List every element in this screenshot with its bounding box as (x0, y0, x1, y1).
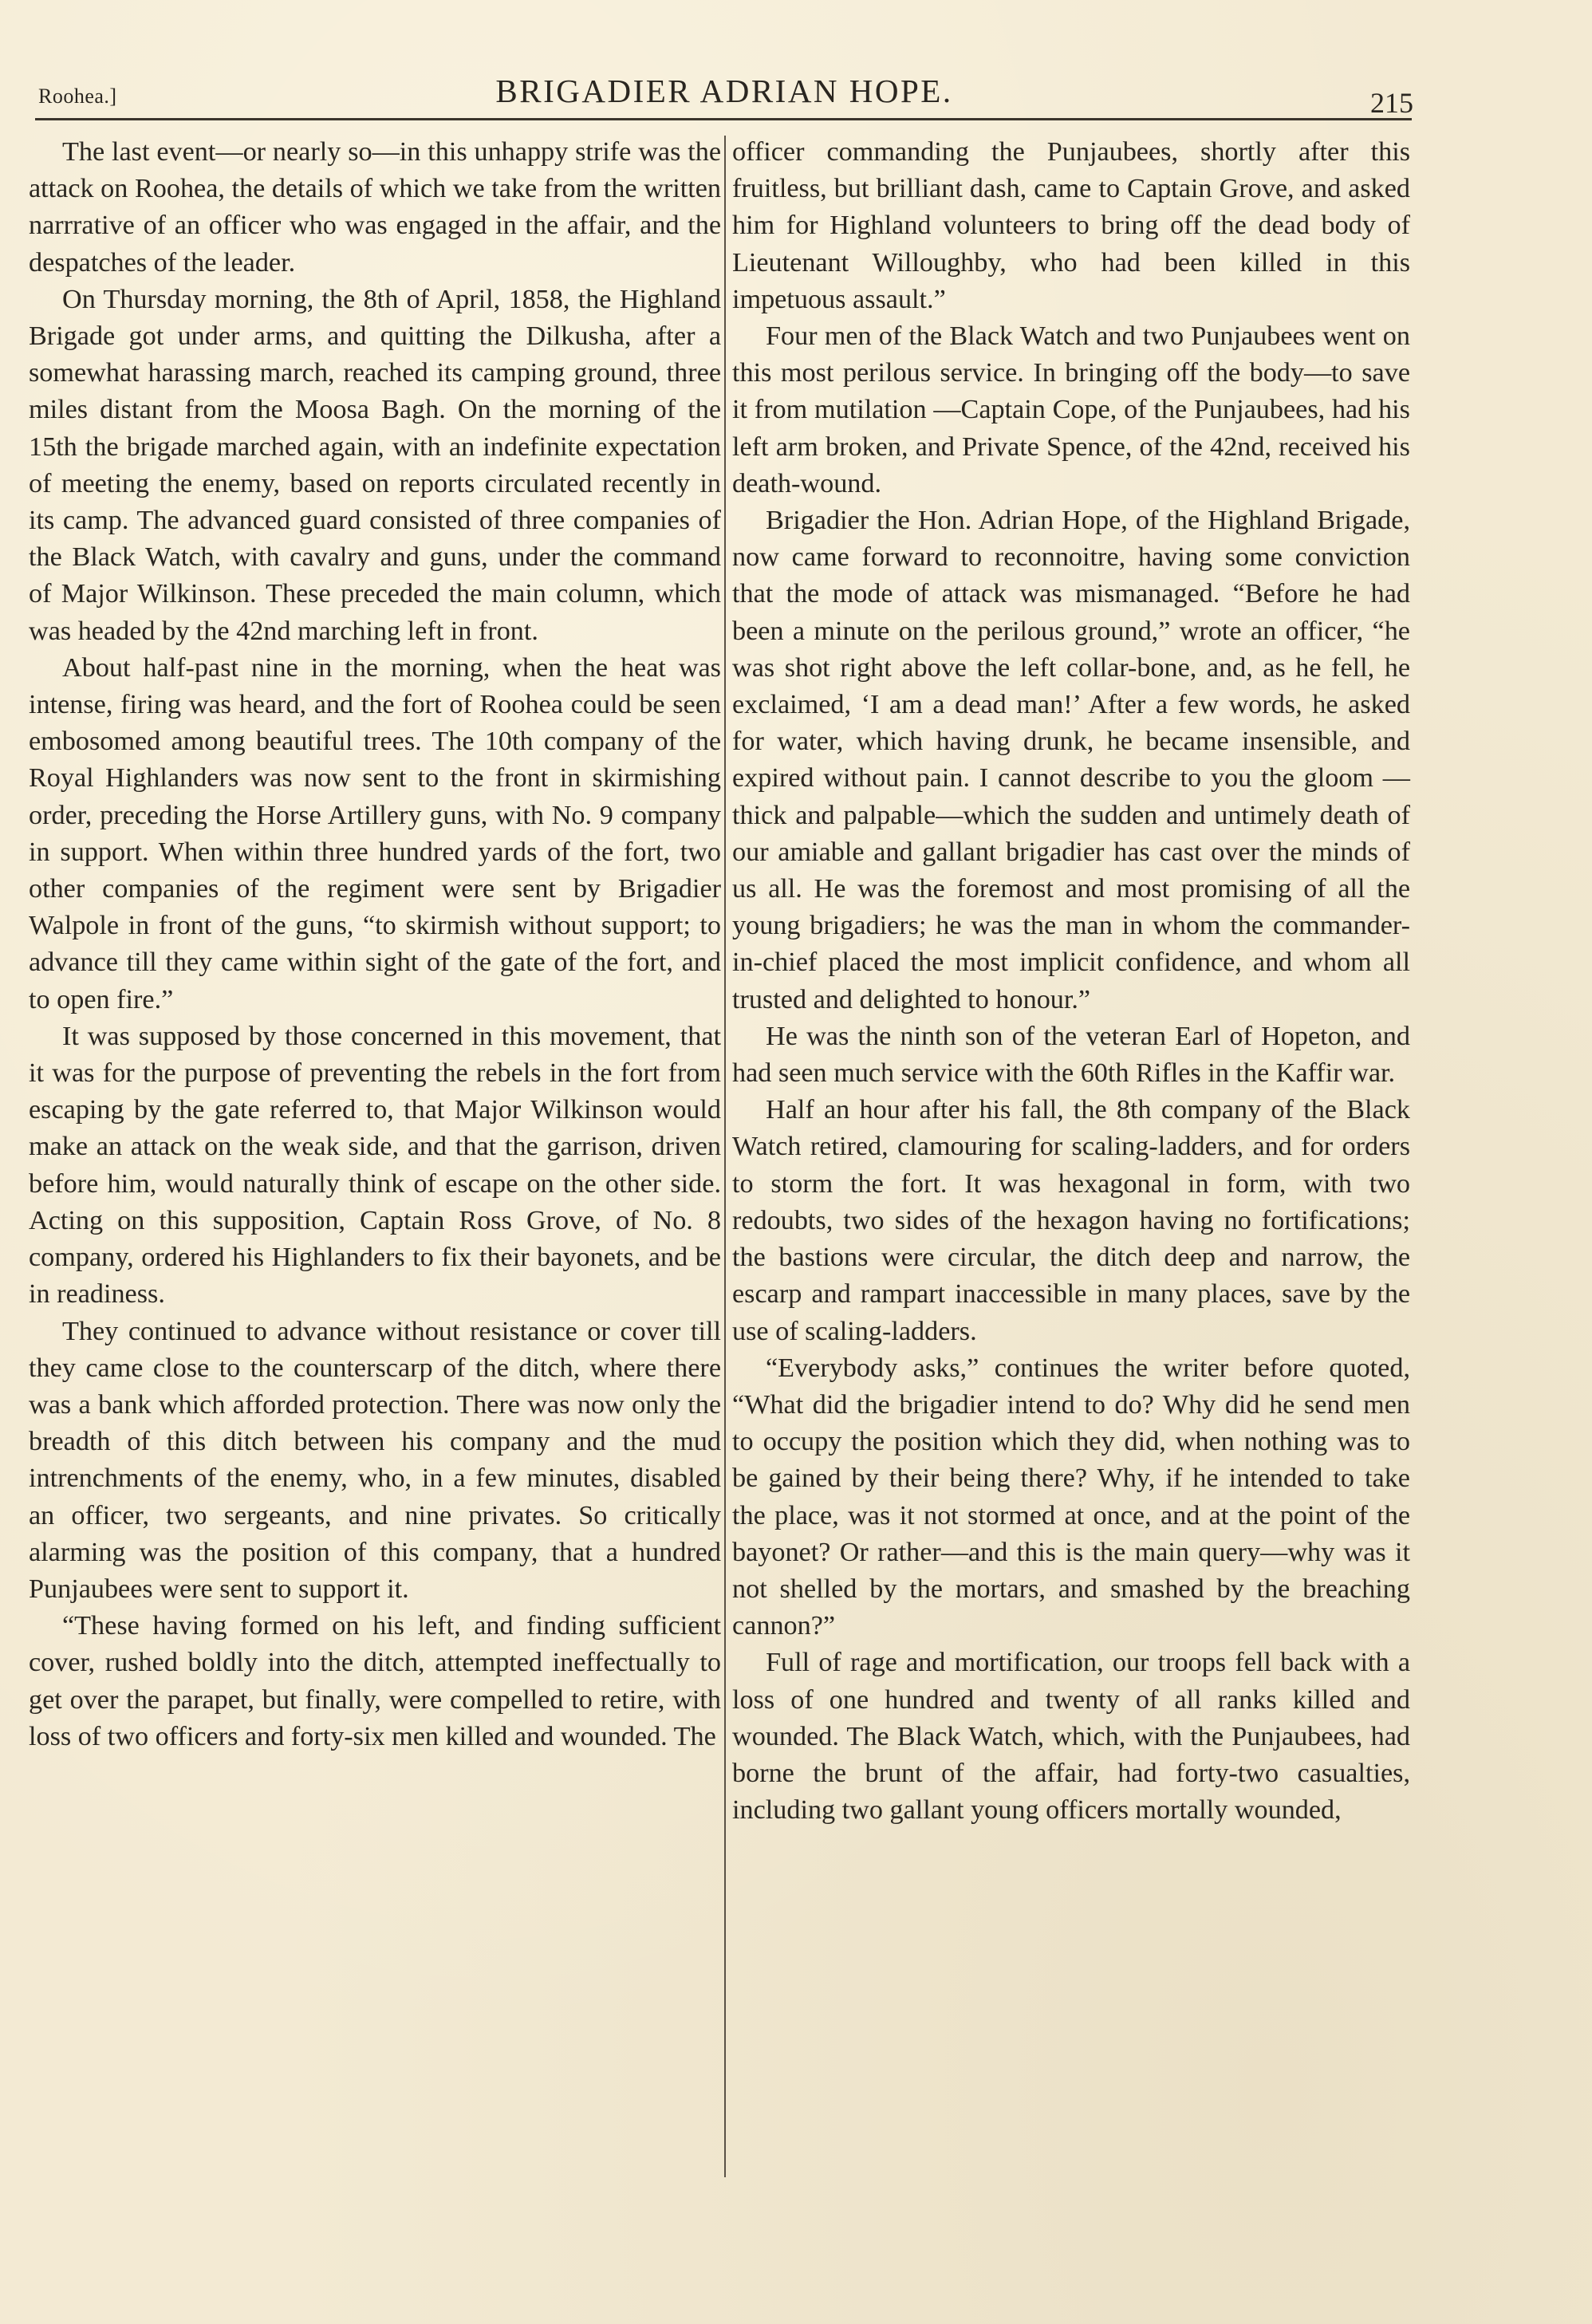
paragraph: Four men of the Black Watch and two Punjaubees went on this most perilous service. In bringing off the body—to save it from mutilation —Captain Cope, of the Punjaubees, had his left arm broken, and Private Spence, of the 42nd, received his death-wound. (732, 321, 1410, 498)
paragraph: Full of rage and mortification, our troops fell back with a loss of one hundred and twenty of all ranks killed and wounded. The Black Watch, which, with the Punjaubees, had borne the brunt of the affair, had forty-two casualties, including two gallant young officers mortally wounded, (732, 1648, 1410, 1826)
continued-paragraph: officer commanding the Punjaubees, shortly after this fruitless, but brilliant dash, came to Captain Grove, and asked him for Highland volunteers to bring off the dead body of Lieutenant Willoughby, who had been killed in this impetuous assault.” (732, 137, 1410, 314)
column-divider (724, 136, 726, 2177)
paragraph: On Thursday morning, the 8th of April, 1858, the Highland Brigade got under arms, and quitting the Dilkusha, after a somewhat harassing march, reached its camping ground, three miles distant from the Moosa Bagh. On the morning of the 15th the brigade marched again, with an indefinite expectation of meeting the enemy, based on reports circulated recently in its camp. The advanced guard consisted of three companies of the Black Watch, with cavalry and guns, under the command of Major Wilkinson. These preceded the main column, which was headed by the 42nd marching left in front. (29, 284, 721, 646)
page-header (38, 72, 1413, 120)
page-title: BRIGADIER ADRIAN HOPE. (495, 73, 953, 109)
header-rule (35, 118, 1412, 120)
paragraph: About half-past nine in the morning, when the heat was intense, firing was heard, and the fort of Roohea could be seen embosomed among beautiful trees. The 10th company of the Royal Highlanders was now sent to the front in skirmishing order, preceding the Horse Artillery guns, with No. 9 company in support. When within three hundred yards of the fort, two other companies of the regiment were sent by Brigadier Walpole in front of the guns, “to skirmish without support; to advance till they came within sight of the gate of the fort, and to open fire.” (29, 652, 721, 1014)
left-column (29, 134, 721, 1755)
paragraph: They continued to advance without resistance or cover till they came close to the counterscarp of the ditch, where there was a bank which afforded protection. There was now only the breadth of this ditch between his company and the mud intrenchments of the enemy, who, in a few minutes, disabled an officer, two sergeants, and nine privates. So critically alarming was the position of this company, that a hundred Punjaubees were sent to support it. (29, 1316, 721, 1604)
paragraph: “These having formed on his left, and finding sufficient cover, rushed boldly into the ditch, attempted ineffectually to get over the parapet, but finally, were compelled to retire, with loss of two officers and forty-six men killed and wounded. The (29, 1611, 721, 1751)
page-number: 215 (1370, 87, 1413, 119)
paragraph: It was supposed by those concerned in this movement, that it was for the purpose of preventing the rebels in the fort from escaping by the gate referred to, that Major Wilkinson would make an attack on the weak side, and that the garrison, driven before him, would naturally think of escape on the other side. Acting on this supposition, Captain Ross Grove, of No. 8 company, ordered his Highlanders to fix their bayonets, and be in readiness. (29, 1021, 721, 1310)
paragraph: Brigadier the Hon. Adrian Hope, of the Highland Brigade, now came forward to reconnoitre, having some conviction that the mode of attack was mismanaged. “Before he had been a minute on the perilous ground,” wrote an officer, “he was shot right above the left collar-bone, and, as he fell, he exclaimed, ‘I am a dead man!’ After a few words, he asked for water, which having drunk, he became insensible, and expired without pain. I cannot describe to you the gloom —thick and palpable—which the sudden and untimely death of our amiable and gallant brigadier has cast over the minds of us all. He was the foremost and most promising of all the young brigadiers; he was the man in whom the commander-in-chief placed the most implicit confidence, and whom all trusted and delighted to honour.” (732, 506, 1410, 1014)
paragraph: He was the ninth son of the veteran Earl of Hopeton, and had seen much service with the 60th Rifles in the Kaffir war. (732, 1021, 1410, 1089)
paragraph: Half an hour after his fall, the 8th company of the Black Watch retired, clamouring for scaling-ladders, and for orders to storm the fort. It was hexagonal in form, with two redoubts, two sides of the hexagon having no fortifications; the bastions were circular, the ditch deep and narrow, the escarp and rampart inaccessible in many places, save by the use of scaling-ladders. (732, 1095, 1410, 1346)
paragraph: The last event—or nearly so—in this unhappy strife was the attack on Roohea, the details of which we take from the written narrrative of an officer who was engaged in the affair, and the despatches of the leader. (29, 137, 721, 278)
paragraph: “Everybody asks,” continues the writer before quoted, “What did the brigadier intend to do? Why did he send men to occupy the position which they did, when nothing was to be gained by their being there? Why, if he intended to take the place, was it not stormed at once, and at the point of the bayonet? Or rather—and this is the main query—why was it not shelled by the mortars, and smashed by the breaching cannon?” (732, 1353, 1410, 1641)
running-head: Roohea.] (38, 85, 117, 108)
right-column (732, 134, 1410, 1829)
